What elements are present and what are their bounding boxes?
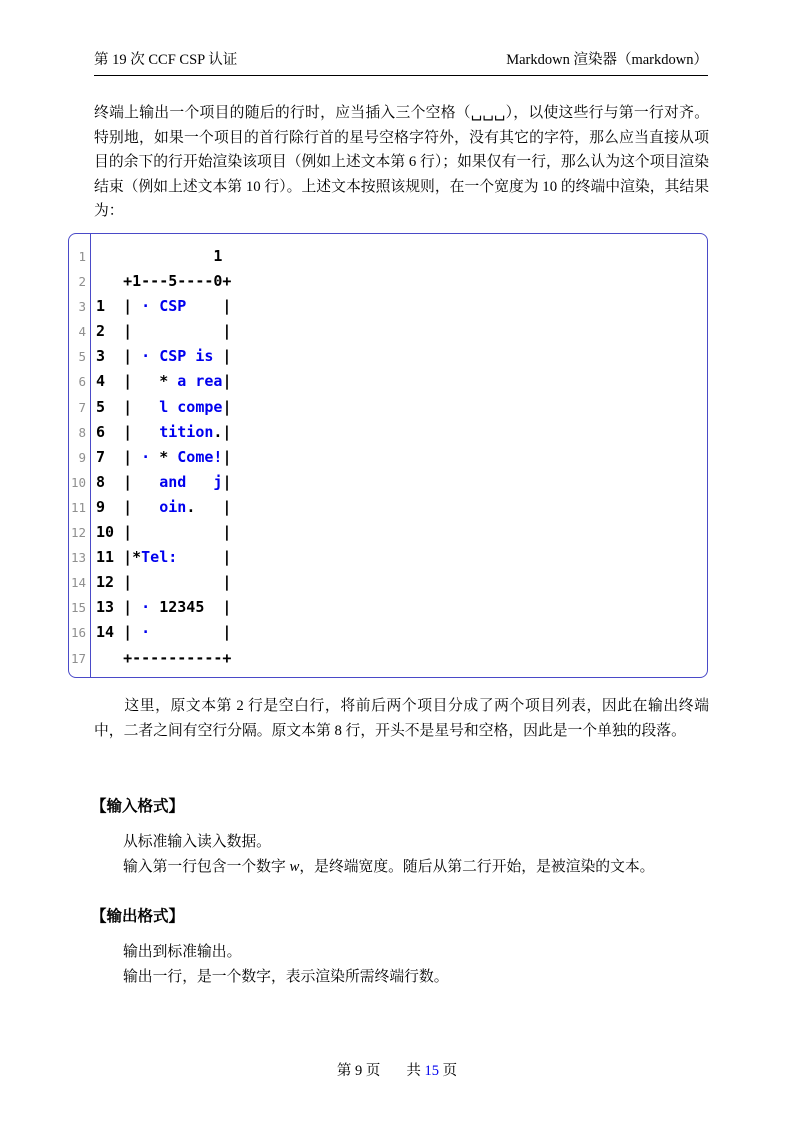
code-segment: 3 | <box>96 347 142 366</box>
code-segment: | <box>177 548 232 567</box>
code-line <box>96 570 707 595</box>
code-block <box>68 233 708 678</box>
header-right-title: Markdown 渲染器（markdown） <box>506 52 708 68</box>
code-segment: .| <box>213 422 232 441</box>
code-line <box>96 520 707 545</box>
gutter-line-number: 1 <box>78 249 86 264</box>
code-segment: * <box>150 447 178 466</box>
code-segment: and j <box>159 472 223 491</box>
gutter-line-number: 15 <box>70 600 86 616</box>
code-segment: 12 | | <box>96 573 232 592</box>
input-format-heading: 【输入格式】 <box>91 798 185 815</box>
code-segment: a rea <box>177 372 223 391</box>
code-segment: · <box>141 598 151 617</box>
input-line-1: 从标准输入读入数据。 <box>123 834 271 850</box>
gutter-line-number: 11 <box>70 499 86 515</box>
output-format-heading: 【输出格式】 <box>91 908 185 925</box>
gutter-line-number: 9 <box>78 449 86 465</box>
output-line-2: 输出一行，是一个数字，表示渲染所需终端行数。 <box>123 969 449 985</box>
input-line-2-after: ，是终端宽度。随后从第二行开始，是被渲染的文本。 <box>299 859 655 875</box>
gutter-line-number: 14 <box>70 575 86 591</box>
code-segment: 13 | <box>96 598 142 617</box>
footer-total-pages-link[interactable]: 15 <box>424 1063 439 1079</box>
code-segment: | <box>150 623 232 642</box>
code-segment: +----------+ <box>96 648 232 667</box>
code-line <box>96 294 707 319</box>
code-segment: 1 <box>96 247 223 265</box>
code-gutter <box>69 234 90 677</box>
code-line <box>96 545 707 570</box>
gutter-line-number: 4 <box>78 324 86 340</box>
gutter-line-number: 10 <box>70 474 86 490</box>
code-segment: 9 | <box>96 497 160 516</box>
code-segment: 1 | <box>96 297 142 316</box>
code-segment: | <box>222 397 232 416</box>
input-line-2 <box>123 855 709 880</box>
code-segment: · CSP is <box>141 347 214 366</box>
code-segment: Come! <box>177 447 223 466</box>
code-segment: 10 | | <box>96 523 232 542</box>
input-line-2-before: 输入第一行包含一个数字 <box>123 859 290 875</box>
code-segment: oin <box>159 497 187 516</box>
code-segment: +1---5----0+ <box>96 272 232 291</box>
code-segment: . | <box>186 497 232 516</box>
variable-w: w <box>289 859 300 875</box>
code-segment: 8 | <box>96 472 160 491</box>
gutter-line-number: 6 <box>78 374 86 390</box>
code-content <box>90 234 707 677</box>
gutter-line-number: 17 <box>70 650 86 666</box>
code-line <box>96 445 707 470</box>
code-line <box>96 495 707 520</box>
gutter-line-number: 2 <box>78 274 86 290</box>
code-segment: | <box>222 447 232 466</box>
footer-current-page: 第 9 页 <box>336 1063 381 1079</box>
explain-paragraph: 这里，原文本第 2 行是空白行，将前后两个项目分成了两个项目列表，因此在输出终端中，二者之间有空行分隔。原文本第 8 行，开头不是星号和空格，因此是一个单独的段落。 <box>94 698 709 739</box>
code-line <box>96 344 707 369</box>
header-left-title: 第 19 次 CCF CSP 认证 <box>94 52 238 68</box>
gutter-line-number: 13 <box>70 550 86 566</box>
gutter-line-number: 5 <box>78 349 86 365</box>
footer-total-suffix: 页 <box>439 1063 458 1079</box>
code-line <box>96 269 707 294</box>
code-segment: | <box>222 472 232 491</box>
code-line <box>96 646 707 671</box>
gutter-line-number: 12 <box>70 525 86 541</box>
code-segment: · CSP <box>141 297 187 316</box>
code-line <box>96 244 707 269</box>
code-segment: 2 | | <box>96 322 232 341</box>
gutter-line-number: 3 <box>78 299 86 315</box>
gutter-line-number: 8 <box>78 424 86 440</box>
code-segment: Tel: <box>141 548 178 567</box>
code-line <box>96 319 707 344</box>
code-segment: 4 | * <box>96 372 178 391</box>
code-line <box>96 395 707 420</box>
gutter-line-number: 16 <box>70 625 86 641</box>
code-segment: | <box>186 297 232 316</box>
code-segment: · <box>141 447 151 466</box>
footer-total-prefix: 共 <box>406 1063 425 1079</box>
gutter-line-number: 7 <box>78 399 86 415</box>
code-line <box>96 470 707 495</box>
code-segment: 14 | <box>96 623 142 642</box>
code-line <box>96 369 707 394</box>
code-line <box>96 595 707 620</box>
code-line <box>96 620 707 645</box>
code-segment: | <box>222 372 232 391</box>
page-footer <box>0 1059 794 1080</box>
code-segment: 5 | <box>96 397 160 416</box>
intro-paragraph: 终端上输出一个项目的随后的行时，应当插入三个空格（␣␣␣），以使这些行与第一行对齐。特别地，如果一个项目的首行除行首的星号空格字符外，没有其它的字符，那么应当直接从项目的余下的行开始渲染该项目（例如上述文本第 6 行）；如果仅有一行，那么认为这个项目渲染结束（例如上述文本第 10 行）。上述文本按照该规则，在一个宽度为 10 的终端中渲染，其结果为： <box>94 105 709 220</box>
code-segment: 12345 | <box>150 598 232 617</box>
code-line <box>96 420 707 445</box>
code-segment: | <box>213 347 232 366</box>
page-header <box>94 48 708 76</box>
output-line-1: 输出到标准输出。 <box>123 944 242 960</box>
code-segment: l compe <box>159 397 223 416</box>
code-segment: 11 |* <box>96 548 142 567</box>
code-segment: 7 | <box>96 447 142 466</box>
code-segment: 6 | <box>96 422 160 441</box>
code-segment: tition <box>159 422 214 441</box>
code-segment: · <box>141 623 151 642</box>
